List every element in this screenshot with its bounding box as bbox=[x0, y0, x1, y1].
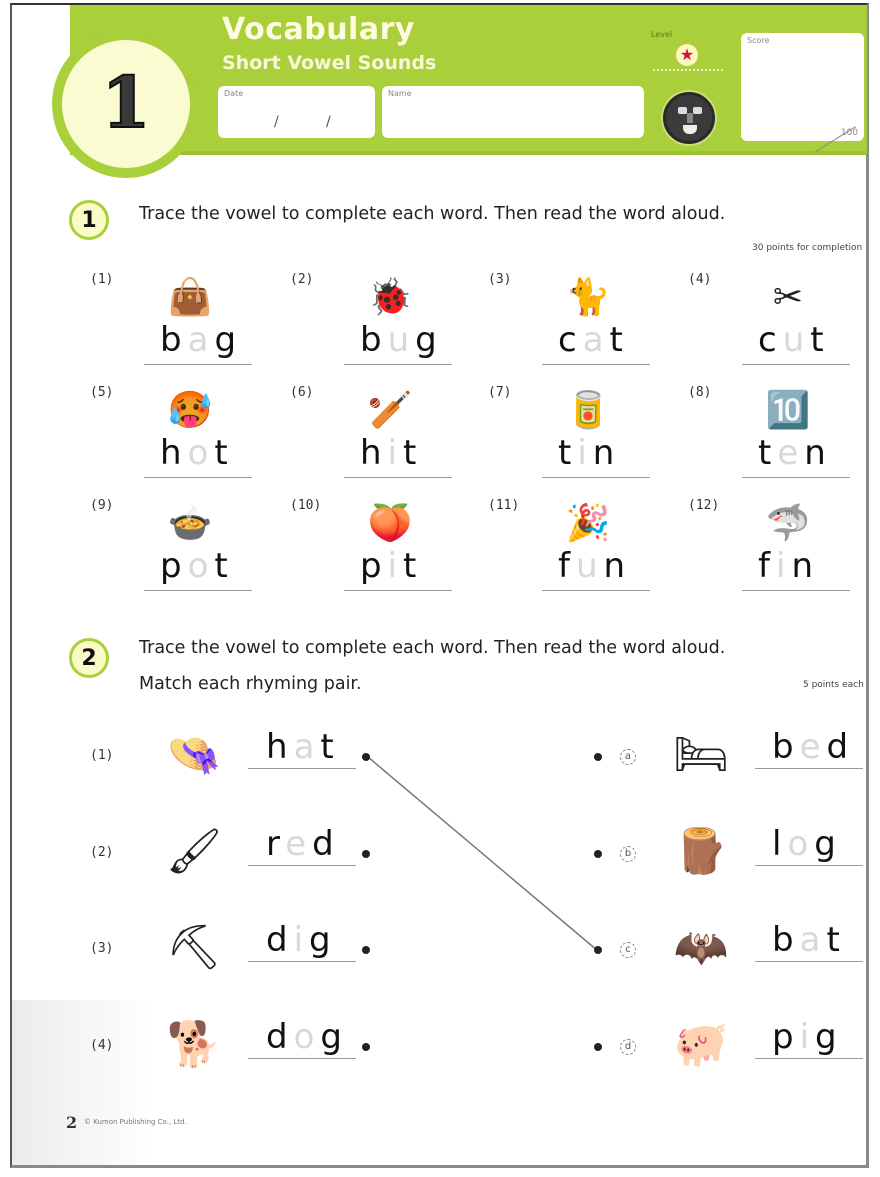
writing-line bbox=[248, 768, 356, 769]
section-2-badge: 2 bbox=[69, 638, 109, 678]
item-number: (2) bbox=[290, 272, 314, 287]
peach-pit-picture: 🍑 bbox=[367, 503, 413, 544]
trace-vowel[interactable]: a bbox=[582, 320, 610, 360]
trace-vowel[interactable]: i bbox=[293, 920, 310, 960]
item-number: (1) bbox=[90, 272, 114, 287]
word-letter: d bbox=[266, 920, 294, 960]
trace-word[interactable] bbox=[772, 727, 854, 767]
ladybug-picture: 🐞 bbox=[367, 277, 413, 318]
page-subtitle: Short Vowel Sounds bbox=[222, 52, 437, 74]
word-letter: g bbox=[214, 320, 243, 360]
word-letter: g bbox=[320, 1017, 348, 1057]
trace-word[interactable] bbox=[772, 920, 846, 960]
word-letter: d bbox=[312, 824, 340, 864]
item-number: (5) bbox=[90, 385, 114, 400]
trace-vowel[interactable]: i bbox=[799, 1017, 816, 1057]
copyright: © Kumon Publishing Co., Ltd. bbox=[84, 1118, 187, 1126]
word-letter: n bbox=[804, 433, 832, 473]
dog-picture: 🐕 bbox=[166, 1019, 222, 1070]
match-dot[interactable] bbox=[594, 946, 602, 954]
item-number: (10) bbox=[290, 498, 322, 513]
trace-vowel[interactable]: u bbox=[387, 320, 416, 360]
trace-vowel[interactable]: i bbox=[387, 433, 404, 473]
trace-word[interactable] bbox=[266, 727, 340, 767]
trace-vowel[interactable]: a bbox=[293, 727, 321, 767]
trace-vowel[interactable]: i bbox=[387, 546, 404, 586]
date-slash: / bbox=[326, 114, 331, 130]
word-letter: g bbox=[815, 1017, 843, 1057]
word-letter: b bbox=[772, 920, 800, 960]
name-label: Name bbox=[388, 89, 412, 98]
hat-picture: 👒 bbox=[166, 729, 222, 780]
word-letter: h bbox=[160, 433, 188, 473]
word-letter: l bbox=[772, 824, 788, 864]
word-letter: f bbox=[758, 546, 776, 586]
section-2-instruction-line1: Trace the vowel to complete each word. Then read the word aloud. bbox=[139, 638, 726, 658]
trace-vowel[interactable]: o bbox=[187, 433, 215, 473]
cat-picture: 🐈 bbox=[565, 277, 611, 318]
shark-fin-picture: 🦈 bbox=[765, 503, 811, 544]
writing-line bbox=[755, 768, 863, 769]
word-letter: p bbox=[360, 546, 388, 586]
word-letter: p bbox=[772, 1017, 800, 1057]
item-number: (8) bbox=[688, 385, 712, 400]
item-number: (9) bbox=[90, 498, 114, 513]
boy-digging-picture: ⛏ bbox=[166, 922, 222, 973]
choice-letter: b bbox=[620, 846, 636, 862]
pot-picture: 🍲 bbox=[167, 503, 213, 544]
score-max: 100 bbox=[840, 128, 858, 138]
match-dot[interactable] bbox=[362, 1043, 370, 1051]
trace-vowel[interactable]: o bbox=[787, 824, 815, 864]
choice-letter: c bbox=[620, 942, 636, 958]
bat-picture: 🦇 bbox=[673, 922, 729, 973]
word-letter: g bbox=[309, 920, 337, 960]
section-1-instruction: Trace the vowel to complete each word. Then read the word aloud. bbox=[139, 204, 726, 224]
date-slash: / bbox=[274, 114, 279, 130]
word-letter: p bbox=[160, 546, 188, 586]
trace-vowel[interactable]: o bbox=[293, 1017, 321, 1057]
scissors-cutting-paper-picture: ✂ bbox=[772, 277, 804, 318]
section-2-points: 5 points each bbox=[803, 680, 864, 690]
trace-vowel[interactable]: e bbox=[777, 433, 805, 473]
word-letter: t bbox=[558, 433, 578, 473]
pig-picture: 🐖 bbox=[673, 1019, 729, 1070]
word-letter: g bbox=[814, 824, 842, 864]
item-number: (4) bbox=[688, 272, 712, 287]
match-dot[interactable] bbox=[362, 753, 370, 761]
writing-line bbox=[755, 865, 863, 866]
boy-hitting-ball-picture: 🏏 bbox=[367, 390, 413, 431]
item-number: (1) bbox=[90, 748, 114, 763]
match-dot[interactable] bbox=[594, 753, 602, 761]
match-dot[interactable] bbox=[594, 1043, 602, 1051]
trace-vowel[interactable]: a bbox=[799, 920, 827, 960]
score-label: Score bbox=[747, 36, 770, 45]
word-letter: h bbox=[360, 433, 388, 473]
word-letter: n bbox=[603, 546, 632, 586]
trace-vowel[interactable]: o bbox=[187, 546, 215, 586]
item-number: (2) bbox=[90, 845, 114, 860]
item-number: (3) bbox=[90, 941, 114, 956]
choice-letter: d bbox=[620, 1039, 636, 1055]
page-number: 2 bbox=[66, 1113, 78, 1132]
word-letter: t bbox=[214, 433, 234, 473]
star-icon: ★ bbox=[676, 44, 698, 66]
word-letter: f bbox=[558, 546, 576, 586]
trace-word[interactable] bbox=[266, 824, 340, 864]
item-number: (11) bbox=[488, 498, 520, 513]
word-letter: b bbox=[160, 320, 188, 360]
choice-letter: a bbox=[620, 749, 636, 765]
word-letter: n bbox=[592, 433, 621, 473]
date-label: Date bbox=[224, 89, 244, 98]
trace-vowel[interactable]: a bbox=[187, 320, 215, 360]
trace-vowel[interactable]: i bbox=[577, 433, 593, 473]
item-number: (3) bbox=[488, 272, 512, 287]
trace-vowel[interactable]: u bbox=[782, 320, 811, 360]
word-letter: b bbox=[772, 727, 800, 767]
page-title: Vocabulary bbox=[222, 12, 415, 47]
word-letter: d bbox=[826, 727, 855, 767]
match-dot[interactable] bbox=[362, 850, 370, 858]
section-2-instruction-line2: Match each rhyming pair. bbox=[139, 674, 362, 694]
trace-vowel[interactable]: i bbox=[775, 546, 792, 586]
tin-can-picture: 🥫 bbox=[565, 390, 611, 431]
word-letter: r bbox=[266, 824, 286, 864]
trace-word[interactable] bbox=[772, 824, 842, 864]
bag-picture: 👜 bbox=[167, 277, 213, 318]
log-picture: 🪵 bbox=[673, 826, 729, 877]
trace-word[interactable] bbox=[772, 1017, 843, 1057]
word-letter: h bbox=[266, 727, 294, 767]
word-letter: t bbox=[403, 433, 423, 473]
trace-word[interactable] bbox=[266, 920, 337, 960]
trace-vowel[interactable]: u bbox=[575, 546, 604, 586]
word-letter: b bbox=[360, 320, 388, 360]
item-number: (6) bbox=[290, 385, 314, 400]
red-paint-picture: 🖌 bbox=[166, 826, 222, 877]
word-letter: t bbox=[609, 320, 629, 360]
writing-line bbox=[755, 1058, 863, 1059]
word-letter: t bbox=[758, 433, 778, 473]
item-number: (7) bbox=[488, 385, 512, 400]
writing-line bbox=[248, 961, 356, 962]
word-letter: d bbox=[266, 1017, 294, 1057]
writing-line bbox=[248, 1058, 356, 1059]
match-dot[interactable] bbox=[594, 850, 602, 858]
trace-vowel[interactable]: e bbox=[799, 727, 827, 767]
word-letter: t bbox=[214, 546, 234, 586]
section-1-badge: 1 bbox=[69, 200, 109, 240]
word-letter: t bbox=[826, 920, 846, 960]
unit-number: 1 bbox=[101, 60, 151, 144]
item-number: (4) bbox=[90, 1038, 114, 1053]
writing-line bbox=[755, 961, 863, 962]
trace-word[interactable] bbox=[266, 1017, 348, 1057]
word-letter: c bbox=[758, 320, 783, 360]
hot-girl-picture: 🥵 bbox=[167, 390, 213, 431]
match-dot[interactable] bbox=[362, 946, 370, 954]
children-having-fun-picture: 🎉 bbox=[565, 503, 611, 544]
word-letter: g bbox=[415, 320, 443, 360]
word-letter: c bbox=[558, 320, 583, 360]
trace-vowel[interactable]: e bbox=[285, 824, 313, 864]
word-letter: n bbox=[791, 546, 819, 586]
bed-picture: 🛏 bbox=[673, 729, 729, 780]
section-1-points: 30 points for completion bbox=[752, 243, 863, 253]
writing-line bbox=[248, 865, 356, 866]
number-ten-picture: 🔟 bbox=[765, 390, 811, 431]
word-letter: t bbox=[810, 320, 830, 360]
word-letter: t bbox=[320, 727, 340, 767]
item-number: (12) bbox=[688, 498, 720, 513]
word-letter: t bbox=[403, 546, 423, 586]
level-label: Level bbox=[651, 30, 673, 39]
